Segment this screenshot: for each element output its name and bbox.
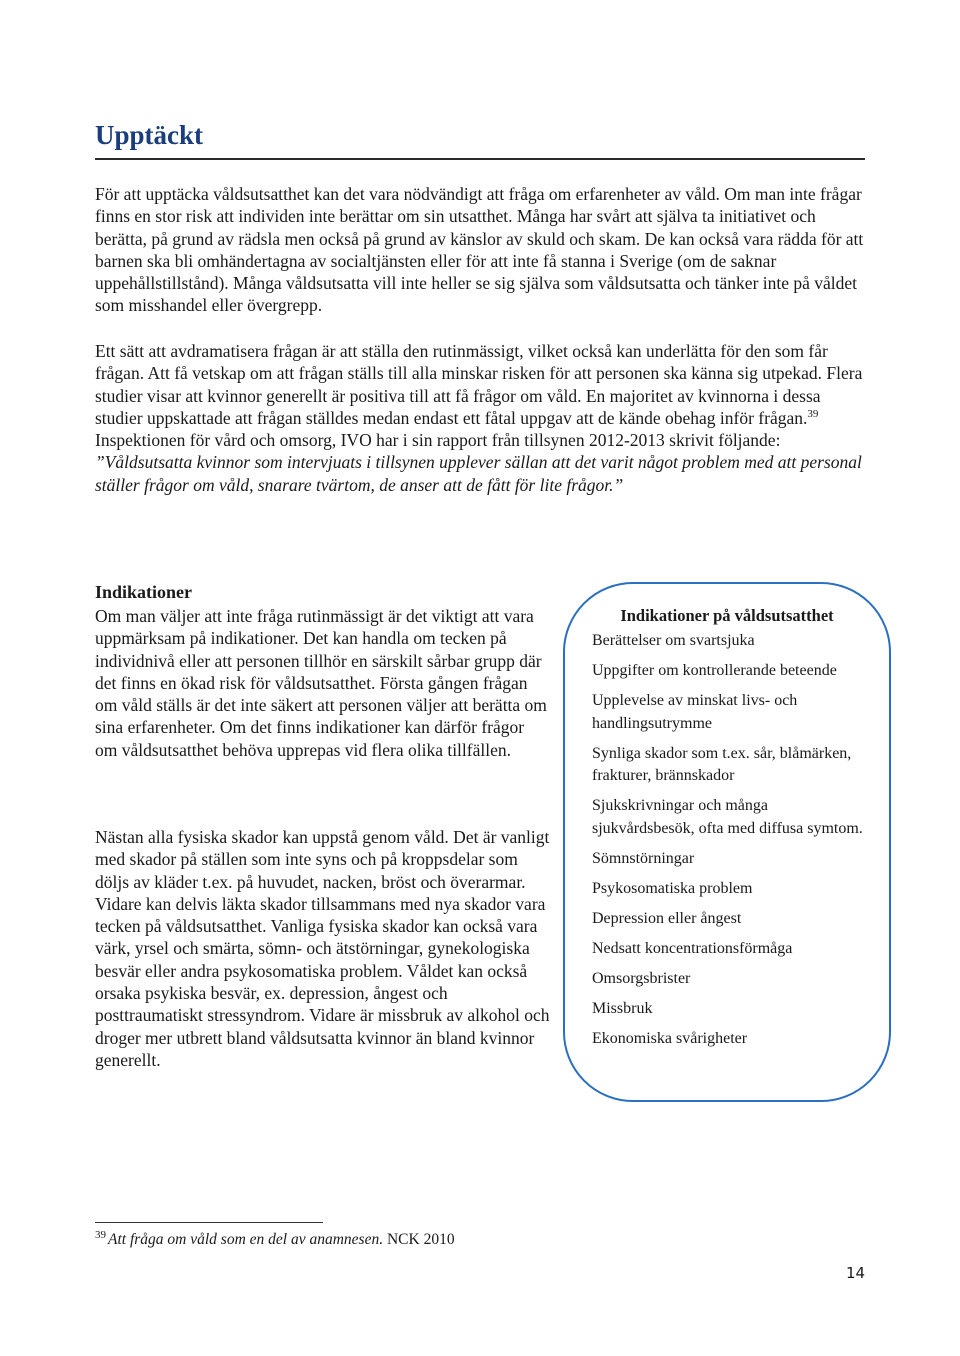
paragraph-text-continued: Inspektionen för vård och omsorg, IVO har i sin rapport från tillsynen 2012-2013 skrivit följande: [95, 430, 781, 451]
footnote-number: 39 [95, 1228, 106, 1241]
intro-paragraph: För att upptäcka våldsutsatthet kan det vara nödvändigt att fråga om erfarenheter av våld. Om man inte frågar finns en stor risk att individen inte berättar om sin utsatthet. Många har svårt att själva ta initiativet och berätta, på grund av rädsla men också på grund av känslor av skuld och skam. De kan också vara rädda för att barnen ska bli omhändertagna av socialtjänsten eller för att inte få stanna i Sverige (om de saknar uppehållstillstånd). Många våldsutsatta vill inte heller se sig själva som våldsutsatta och tänker inte på våldet som misshandel eller övergrepp. [95, 184, 864, 316]
indication-item: Uppgifter om kontrollerande beteende [592, 662, 837, 679]
indications-paragraph: Om man väljer att inte fråga rutinmässigt är det viktigt att vara uppmärksam på indikationer. Det kan handla om tecken på individnivå eller att personen tillhör en särskilt sårbar grupp där det finns en ökad risk för våldsutsatthet. Första gången frågan om våld ställs är det inte säkert att personen väljer att berätta om sina erfarenheter. Om det finns indikationer kan därför frågor om våldsutsatthet behöva upprepas vid flera olika tillfällen. [95, 606, 547, 760]
indication-item: Upplevelse av minskat livs- och handlingsutrymme [592, 692, 798, 732]
injuries-paragraph: Nästan alla fysiska skador kan uppstå genom våld. Det är vanligt med skador på ställen som inte syns och på kroppsdelar som döljs av kläder t.ex. på huvudet, nacken, bröst och överarmar. Vidare kan delvis läkta skador tillsammans med nya skador vara tecken på våldsutsatthet. Vanliga fysiska skador kan också vara värk, yrsel och smärta, sömn- och ätstörningar, gynekologiska besvär eller andra psykosomatiska problem. Våldet kan också orsaka psykiska besvär, ex. depression, ångest och posttraumatiskt stressyndrom. Vidare är missbruk av alkohol och droger mer utbrett bland våldsutsatta kvinnor än bland kvinnor generellt. [95, 827, 550, 1070]
paragraph-text: Ett sätt att avdramatisera frågan är att ställa den rutinmässigt, vilket också kan underlätta för den som får frågan. Att få vetskap om att frågan ställs till alla minskar risken för att personen ska känna sig utpekad. Flera studier visar att kvinnor generellt är positiva till att få frågor om våld. En majoritet av kvinnorna i dessa studier uppskattade att frågan ställdes medan endast ett fåtal uppgav att de kände obehag inför frågan. [95, 341, 863, 428]
routine-question-paragraph [95, 340, 865, 496]
footnote [95, 1228, 455, 1249]
page-number: 14 [846, 1264, 866, 1282]
footnote-divider [95, 1222, 323, 1223]
footnote-reference: 39 [807, 408, 819, 421]
indication-item: Depression eller ångest [592, 909, 742, 927]
indication-item: Psykosomatiska problem [592, 879, 753, 897]
ivo-quote: ”Våldsutsatta kvinnor som intervjuats i tillsynen upplever sällan att det varit något problem med att personal ställer frågor om våld, snarare tvärtom, de anser att de fått för lite frågor.” [95, 452, 862, 495]
indications-heading: Indikationer [95, 582, 193, 602]
indication-item: Nedsatt koncentrationsförmåga [592, 939, 793, 957]
indication-item: Synliga skador som t.ex. sår, blåmärken, frakturer, brännskador [592, 744, 852, 784]
indication-item: Omsorgsbrister [592, 969, 691, 987]
indication-item: Sjukskrivningar och många sjukvårdsbesök, ofta med diffusa symtom. [592, 797, 863, 837]
footnote-title: Att fråga om våld som en del av anamnesen. [108, 1231, 384, 1248]
indications-box-title: Indikationer på våldsutsatthet [620, 606, 834, 625]
indication-item: Missbruk [592, 999, 653, 1017]
indication-item: Sömnstörningar [592, 849, 695, 867]
indication-item: Ekonomiska svårigheter [592, 1029, 748, 1047]
footnote-source: NCK 2010 [383, 1231, 455, 1248]
section-heading: Upptäckt [95, 120, 204, 150]
indications-list [592, 630, 872, 1058]
heading-divider [95, 158, 865, 160]
indication-item: Berättelser om svartsjuka [592, 632, 755, 649]
